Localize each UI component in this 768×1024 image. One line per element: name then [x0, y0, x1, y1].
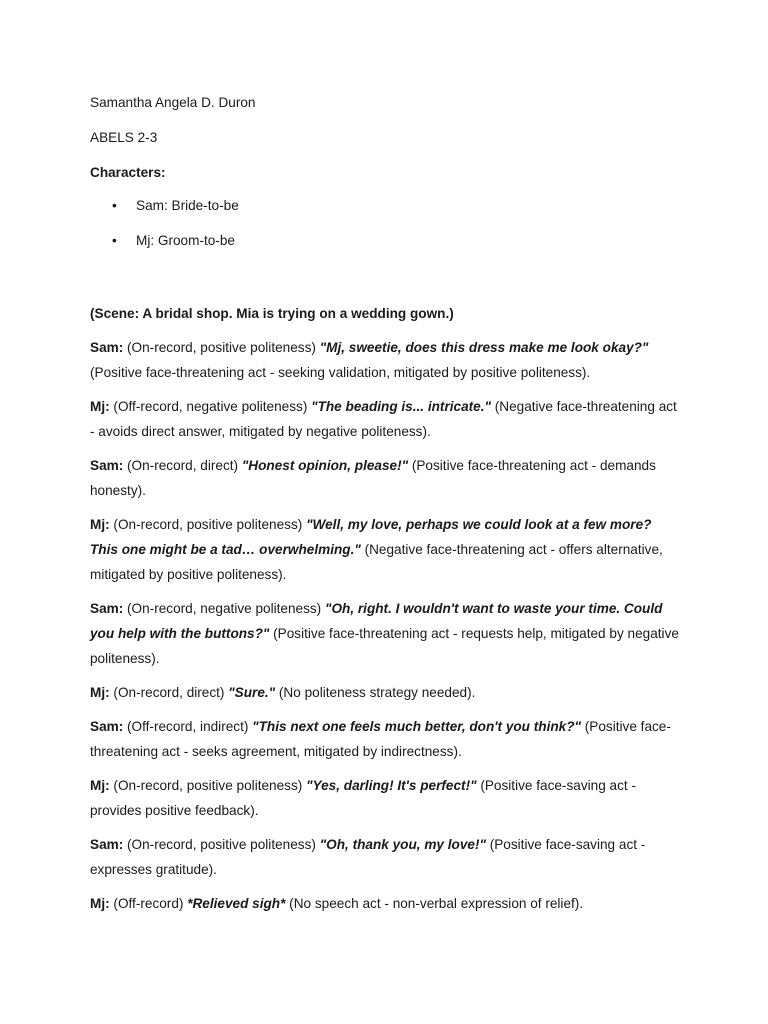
- quote: "Yes, darling! It's perfect!": [306, 778, 477, 793]
- quote: "Sure.": [228, 685, 276, 700]
- list-item: [90, 228, 680, 253]
- note: (No speech act - non-verbal expression of relief).: [285, 896, 584, 911]
- speaker: Sam:: [90, 601, 124, 616]
- dialogue-line: [90, 394, 680, 444]
- strategy: (On-record, positive politeness): [109, 517, 307, 532]
- speaker: Sam:: [90, 719, 124, 734]
- note: (Positive face-threatening act - seeking validation, mitigated by positive politeness).: [90, 365, 591, 380]
- quote: "Mj, sweetie, does this dress make me look okay?": [319, 340, 649, 355]
- quote: "Well, my love, perhaps we could look at a few more? This one might be a tad… overwhelming.": [90, 517, 652, 557]
- speaker: Sam:: [90, 458, 124, 473]
- dialogue-line: [90, 680, 680, 705]
- strategy: (On-record, negative politeness): [123, 601, 325, 616]
- note: (Negative face-threatening act - offers alternative, mitigated by positive politeness).: [90, 542, 663, 582]
- dialogue-line: [90, 335, 680, 385]
- strategy: (On-record, positive politeness): [109, 778, 307, 793]
- quote: "The beading is... intricate.": [311, 399, 491, 414]
- bullet-icon: •: [112, 233, 117, 248]
- quote: "Honest opinion, please!": [241, 458, 409, 473]
- quote: *Relieved sigh*: [187, 896, 286, 911]
- strategy: (On-record, positive politeness): [123, 837, 320, 852]
- author-name: Samantha Angela D. Duron: [90, 95, 256, 110]
- quote: "This next one feels much better, don't you think?": [252, 719, 581, 734]
- dialogue-line: [90, 891, 680, 916]
- strategy: (Off-record, indirect): [123, 719, 253, 734]
- speaker: Mj:: [90, 778, 110, 793]
- dialogue-line: [90, 773, 680, 823]
- note: (Positive face-saving act - provides positive feedback).: [90, 778, 636, 818]
- speaker: Mj:: [90, 685, 110, 700]
- class-section: ABELS 2-3: [90, 130, 158, 145]
- quote: "Oh, right. I wouldn't want to waste your time. Could you help with the buttons?": [90, 601, 663, 641]
- characters-list: [90, 193, 680, 253]
- note: (No politeness strategy needed).: [275, 685, 476, 700]
- note: (Positive face-threatening act - requests help, mitigated by negative politeness).: [90, 626, 679, 666]
- dialogue-line: [90, 714, 680, 764]
- characters-heading: Characters:: [90, 165, 166, 180]
- strategy: (On-record, positive politeness): [123, 340, 320, 355]
- list-item: [90, 193, 680, 218]
- document-page: [90, 90, 680, 925]
- note: (Positive face-threatening act - demands honesty).: [90, 458, 656, 498]
- note: (Positive face-saving act - expresses gratitude).: [90, 837, 646, 877]
- dialogue-line: [90, 832, 680, 882]
- dialogue-line: [90, 596, 680, 671]
- note: (Negative face-threatening act - avoids direct answer, mitigated by negative politeness).: [90, 399, 677, 439]
- character-entry: Mj: Groom-to-be: [136, 233, 235, 248]
- speaker: Sam:: [90, 340, 124, 355]
- scene-description: (Scene: A bridal shop. Mia is trying on a wedding gown.): [90, 306, 454, 321]
- speaker: Sam:: [90, 837, 124, 852]
- dialogue-line: [90, 453, 680, 503]
- speaker: Mj:: [90, 517, 110, 532]
- character-entry: Sam: Bride-to-be: [136, 198, 239, 213]
- strategy: (On-record, direct): [123, 458, 242, 473]
- bullet-icon: •: [112, 198, 117, 213]
- strategy: (Off-record, negative politeness): [109, 399, 312, 414]
- dialogue-line: [90, 512, 680, 587]
- strategy: (Off-record): [109, 896, 188, 911]
- note: (Positive face-threatening act - seeks agreement, mitigated by indirectness).: [90, 719, 671, 759]
- speaker: Mj:: [90, 399, 110, 414]
- quote: "Oh, thank you, my love!": [319, 837, 486, 852]
- strategy: (On-record, direct): [109, 685, 229, 700]
- speaker: Mj:: [90, 896, 110, 911]
